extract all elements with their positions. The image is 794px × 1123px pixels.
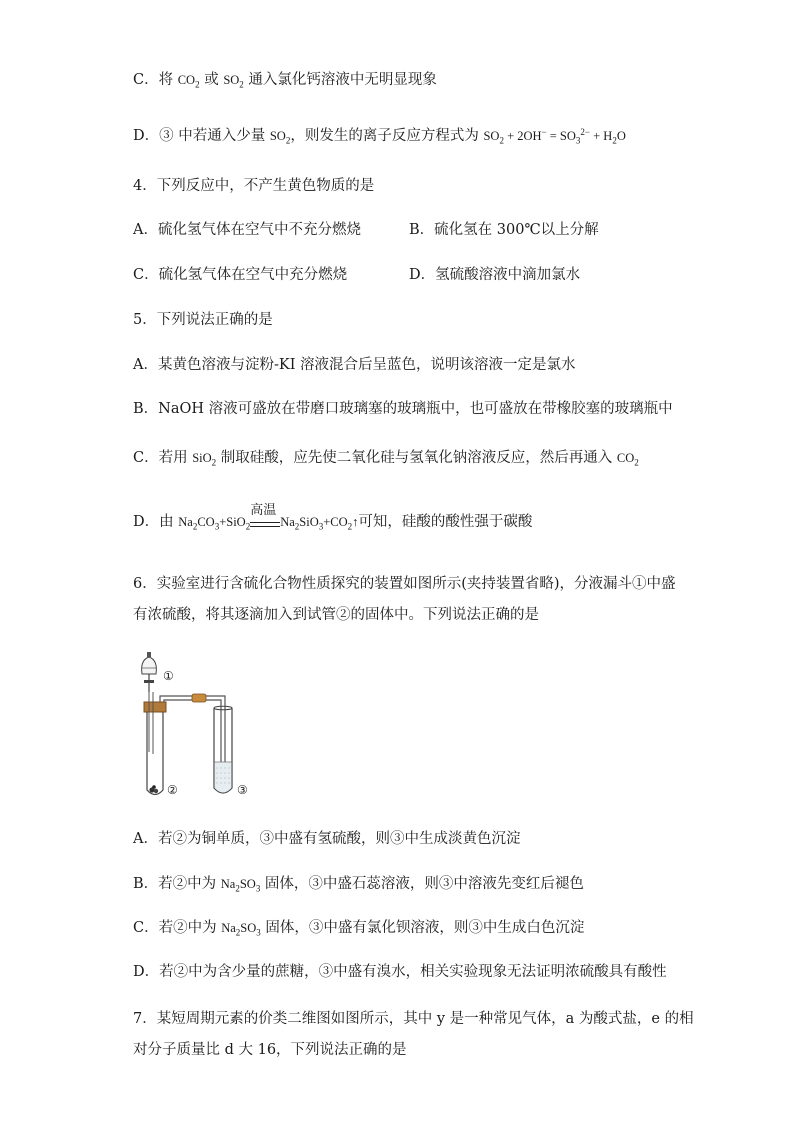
q7-stem-line2: 对分子质量比 d 大 16，下列说法正确的是	[133, 1042, 407, 1058]
q4-stem: 4．下列反应中，不产生黄色物质的是	[133, 178, 375, 194]
funnel-stopper	[147, 652, 151, 657]
formula-sio2: SiO$_2$	[192, 451, 217, 468]
apparatus-diagram	[130, 652, 260, 802]
rubber-stopper	[144, 702, 166, 712]
formula-co2: $CO_2$	[616, 451, 639, 468]
formula-na2so3: $Na_2SO_3$	[221, 921, 261, 938]
label-1: ①	[163, 669, 174, 683]
q5-option-c: C．若用 SiO$_2$ 制取硅酸，应先使二氧化硅与氢氧化钠溶液反应，然后再通入 $CO_2$	[133, 450, 639, 468]
q6-stem-line2: 有浓硫酸，将其逐滴加入到试管②的固体中。下列说法正确的是	[133, 607, 539, 623]
label-2: ②	[167, 783, 178, 797]
q7-stem-line1: 7．某短周期元素的价类二维图如图所示，其中 y 是一种常见气体，a 为酸式盐，e 的相	[133, 1011, 694, 1027]
q4-option-d: D．氢硫酸溶液中滴加氯水	[409, 267, 581, 283]
q5-option-a: A．某黄色溶液与淀粉-KI 溶液混合后呈蓝色，说明该溶液一定是氯水	[133, 357, 576, 373]
q5-stem: 5．下列说法正确的是	[133, 312, 273, 328]
q6-option-a: A．若②为铜单质，③中盛有氢硫酸，则③中生成淡黄色沉淀	[133, 831, 521, 847]
q3-option-c	[133, 70, 437, 90]
formula-so2: $SO_2$	[269, 129, 291, 146]
formula-so2: $SO_2$	[223, 73, 244, 90]
separatory-funnel	[142, 657, 157, 674]
rubber-tubing	[192, 694, 206, 702]
text: C．将	[133, 72, 178, 88]
ionic-equation: $SO_2 + 2OH^- = SO_3^{2-} + H_2O$	[483, 126, 626, 146]
reaction-equation: $Na_2CO_3+SiO_2$ 高温 $Na_2SiO_3+CO_2↑$	[178, 502, 359, 532]
q6-option-d: D．若②中为含少量的蔗糖，③中盛有溴水，相关实验现象无法证明浓硫酸具有酸性	[133, 964, 667, 980]
q4-option-a: A．硫化氢气体在空气中不充分燃烧	[133, 222, 361, 238]
q5-option-d: D．由 $Na_2CO_3+SiO_2$ 高温 $Na_2SiO_3+CO_2↑$可知，硅酸的酸性强于碳酸	[133, 502, 533, 532]
q5-option-b: B．NaOH 溶液可盛放在带磨口玻璃塞的玻璃瓶中，也可盛放在带橡胶塞的玻璃瓶中	[133, 401, 673, 417]
q4-option-b: B．硫化氢在 300℃以上分解	[409, 222, 599, 238]
q6-stem-line1: 6．实验室进行含硫化合物性质探究的装置如图所示(夹持装置省略)，分液漏斗①中盛	[133, 576, 676, 592]
q3-option-d: D．③ 中若通入少量 $SO_2$，则发生的离子反应方程式为 $SO_2 + 2OH^- = SO_3^{2-} + H_2O$	[133, 126, 626, 146]
text: 通入氯化钙溶液中无明显现象	[243, 72, 437, 88]
formula-na2so3: $Na_2SO_3$	[220, 877, 261, 894]
formula-co2: $CO_2$	[177, 73, 200, 90]
q6-option-c: C．若②中为 $Na_2SO_3$ 固体，③中盛有氯化钡溶液，则③中生成白色沉淀	[133, 920, 585, 938]
reaction-condition: 高温	[250, 512, 280, 532]
q4-option-c: C．硫化氢气体在空气中充分燃烧	[133, 267, 348, 283]
text: 或	[199, 72, 224, 88]
q6-option-b: B．若②中为 $Na_2SO_3$ 固体，③中盛石蕊溶液，则③中溶液先变红后褪色	[133, 876, 584, 894]
stopcock	[144, 680, 154, 683]
circled-3: ③	[159, 128, 174, 144]
label-3: ③	[237, 783, 248, 797]
